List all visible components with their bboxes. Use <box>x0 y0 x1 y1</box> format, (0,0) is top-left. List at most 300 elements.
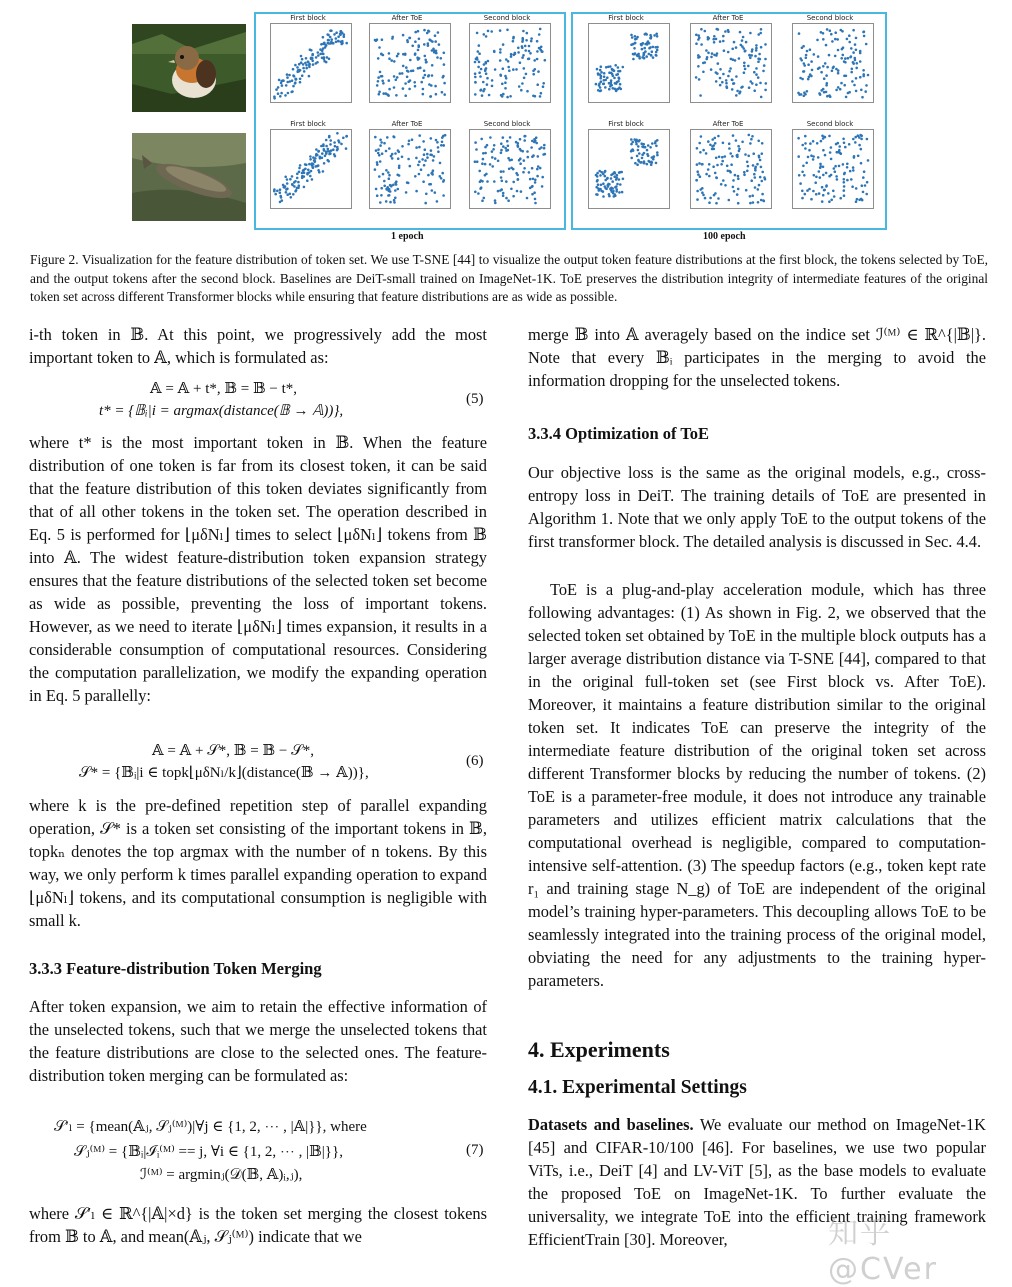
tsne-point <box>733 190 736 193</box>
tsne-point <box>856 62 859 65</box>
tsne-point <box>618 191 621 194</box>
tsne-point <box>286 182 289 185</box>
scatter-plot <box>588 23 670 103</box>
tsne-point <box>413 81 416 84</box>
tsne-point <box>408 140 411 143</box>
tsne-point <box>812 190 815 193</box>
tsne-point <box>402 65 405 68</box>
tsne-point <box>477 192 480 195</box>
tsne-point <box>502 192 505 195</box>
tsne-point <box>420 168 423 171</box>
tsne-point <box>283 186 286 189</box>
tsne-point <box>760 46 763 49</box>
tsne-point <box>695 76 698 79</box>
tsne-point <box>830 199 833 202</box>
tsne-point <box>824 136 827 139</box>
tsne-point <box>329 36 332 39</box>
tsne-point <box>760 199 763 202</box>
tsne-point <box>860 162 863 165</box>
tsne-point <box>310 58 313 61</box>
tsne-point <box>848 143 851 146</box>
tsne-point <box>418 57 421 60</box>
tsne-point <box>863 35 866 38</box>
tsne-point <box>291 184 294 187</box>
tsne-point <box>830 158 833 161</box>
tsne-point <box>711 52 714 55</box>
tsne-point <box>748 134 751 137</box>
tsne-point <box>810 75 813 78</box>
tsne-point <box>317 54 320 57</box>
tsne-point <box>738 57 741 60</box>
tsne-point <box>476 160 479 163</box>
tsne-point <box>292 68 295 71</box>
tsne-point <box>285 191 288 194</box>
tsne-point <box>816 39 819 42</box>
tsne-point <box>398 165 401 168</box>
tsne-point <box>296 187 299 190</box>
tsne-point <box>704 30 707 33</box>
tsne-point <box>422 93 425 96</box>
tsne-point <box>732 82 735 85</box>
tsne-point <box>724 184 727 187</box>
tsne-point <box>641 157 644 160</box>
tsne-point <box>284 176 287 179</box>
tsne-point <box>386 93 389 96</box>
tsne-point <box>823 91 826 94</box>
tsne-point <box>833 167 836 170</box>
tsne-point <box>296 173 299 176</box>
tsne-point <box>759 82 762 85</box>
tsne-point <box>865 43 868 46</box>
tsne-point <box>749 32 752 35</box>
tsne-point <box>428 83 431 86</box>
tsne-point <box>338 141 341 144</box>
tsne-point <box>379 71 382 74</box>
tsne-point <box>860 138 863 141</box>
tsne-point <box>408 88 411 91</box>
tsne-point <box>388 177 391 180</box>
tsne-point <box>494 68 497 71</box>
tsne-point <box>711 145 714 148</box>
tsne-point <box>606 177 609 180</box>
tsne-point <box>755 83 758 86</box>
tsne-point <box>534 181 537 184</box>
tsne-point <box>755 47 758 50</box>
tsne-point <box>651 50 654 53</box>
tsne-point <box>279 191 282 194</box>
plot-frame <box>370 24 451 103</box>
tsne-point <box>418 146 421 149</box>
tsne-point <box>418 38 421 41</box>
tsne-point <box>854 141 857 144</box>
tsne-point <box>428 38 431 41</box>
tsne-point <box>728 70 731 73</box>
tsne-point <box>813 174 816 177</box>
tsne-point <box>380 75 383 78</box>
tsne-point <box>696 147 699 150</box>
tsne-point <box>520 190 523 193</box>
subplot-title: After ToE <box>391 120 423 128</box>
tsne-point <box>702 194 705 197</box>
scatter-plot <box>690 23 772 103</box>
tsne-point <box>808 76 811 79</box>
tsne-point <box>656 46 659 49</box>
tsne-point <box>801 144 804 147</box>
tsne-point <box>517 47 520 50</box>
tsne-point <box>836 38 839 41</box>
tsne-point <box>305 164 308 167</box>
tsne-point <box>864 90 867 93</box>
tsne-point <box>544 153 547 156</box>
tsne-point <box>391 36 394 39</box>
tsne-point <box>650 161 653 164</box>
tsne-point <box>750 179 753 182</box>
tsne-point <box>610 84 613 87</box>
tsne-point <box>425 61 428 64</box>
tsne-point <box>850 55 853 58</box>
tsne-point <box>747 65 750 68</box>
tsne-point <box>835 89 838 92</box>
tsne-point <box>381 38 384 41</box>
tsne-point <box>540 146 543 149</box>
tsne-point <box>505 180 508 183</box>
tsne-point <box>330 38 333 41</box>
tsne-point <box>417 44 420 47</box>
tsne-point <box>751 135 754 138</box>
tsne-point <box>483 197 486 200</box>
tsne-point <box>336 146 339 149</box>
tsne-point <box>280 82 283 85</box>
tsne-point <box>647 155 650 158</box>
left-paragraph-1: i-th token in 𝔹. At this point, we progressively add the most important token to 𝔸, which is formulated as: <box>29 325 487 367</box>
tsne-point <box>378 46 381 49</box>
tsne-point <box>646 149 649 152</box>
tsne-point <box>764 178 767 181</box>
tsne-point <box>415 190 418 193</box>
tsne-point <box>800 59 803 62</box>
tsne-point <box>801 190 804 193</box>
tsne-point <box>529 187 532 190</box>
datasets-label: Datasets and baselines. <box>528 1115 694 1134</box>
tsne-point <box>524 135 527 138</box>
tsne-point <box>804 142 807 145</box>
tsne-point <box>435 139 438 142</box>
tsne-point <box>843 181 846 184</box>
tsne-point <box>432 159 435 162</box>
tsne-point <box>807 156 810 159</box>
tsne-point <box>715 157 718 160</box>
tsne-point <box>814 181 817 184</box>
tsne-point <box>741 45 744 48</box>
tsne-point <box>274 193 277 196</box>
tsne-point <box>826 82 829 85</box>
tsne-point <box>525 73 528 76</box>
tsne-point <box>828 175 831 178</box>
tsne-point <box>707 52 710 55</box>
tsne-point <box>848 91 851 94</box>
tsne-point <box>620 171 623 174</box>
left-paragraph-5: where 𝒮′ₗ ∈ ℝ^{|𝔸|×d} is the token set merging the closest tokens from 𝔹 to 𝔸, and mean(𝔸ⱼ, 𝒮ⱼ⁽ᴹ⁾) indicate that we <box>29 1204 487 1246</box>
tsne-point <box>375 149 378 152</box>
tsne-point <box>818 192 821 195</box>
tsne-point <box>504 87 507 90</box>
tsne-point <box>652 158 655 161</box>
tsne-point <box>309 155 312 158</box>
tsne-point <box>424 159 427 162</box>
tsne-point <box>653 34 656 37</box>
tsne-point <box>758 53 761 56</box>
tsne-point <box>429 95 432 98</box>
tsne-point <box>436 200 439 203</box>
tsne-point <box>720 183 723 186</box>
tsne-point <box>418 173 421 176</box>
tsne-point <box>532 70 535 73</box>
tsne-point <box>325 152 328 155</box>
tsne-point <box>309 158 312 161</box>
tsne-point <box>650 36 653 39</box>
tsne-point <box>724 30 727 33</box>
tsne-point <box>754 176 757 179</box>
tsne-point <box>474 72 477 75</box>
tsne-point <box>381 80 384 83</box>
tsne-point <box>719 77 722 80</box>
tsne-point <box>822 88 825 91</box>
tsne-point <box>388 88 391 91</box>
tsne-subplot <box>461 120 553 215</box>
tsne-point <box>519 138 522 141</box>
tsne-point <box>394 152 397 155</box>
tsne-point <box>825 74 828 77</box>
tsne-point <box>443 52 446 55</box>
tsne-point <box>637 145 640 148</box>
tsne-point <box>288 74 291 77</box>
tsne-point <box>816 142 819 145</box>
tsne-point <box>418 160 421 163</box>
tsne-point <box>485 173 488 176</box>
tsne-point <box>764 58 767 61</box>
tsne-point <box>861 96 864 99</box>
tsne-point <box>834 38 837 41</box>
tsne-point <box>602 173 605 176</box>
tsne-point <box>293 181 296 184</box>
tsne-point <box>540 92 543 95</box>
tsne-point <box>502 194 505 197</box>
tsne-point <box>715 80 718 83</box>
tsne-point <box>701 163 704 166</box>
tsne-point <box>617 80 620 83</box>
tsne-point <box>849 170 852 173</box>
heading-experimental-settings: 4.1. Experimental Settings <box>528 1077 747 1098</box>
tsne-point <box>614 88 617 91</box>
tsne-point <box>512 37 515 40</box>
tsne-point <box>697 65 700 68</box>
tsne-point <box>862 69 865 72</box>
tsne-point <box>713 35 716 38</box>
tsne-point <box>805 57 808 60</box>
tsne-point <box>305 67 308 70</box>
tsne-subplot <box>580 14 672 109</box>
tsne-point <box>828 135 831 138</box>
tsne-point <box>297 181 300 184</box>
tsne-point <box>501 180 504 183</box>
tsne-point <box>755 67 758 70</box>
tsne-point <box>764 43 767 46</box>
tsne-point <box>318 171 321 174</box>
tsne-point <box>423 164 426 167</box>
tsne-point <box>820 140 823 143</box>
tsne-point <box>704 61 707 64</box>
tsne-point <box>655 33 658 36</box>
tsne-point <box>855 67 858 70</box>
tsne-point <box>729 67 732 70</box>
tsne-point <box>374 168 377 171</box>
tsne-point <box>409 79 412 82</box>
tsne-point <box>724 155 727 158</box>
tsne-point <box>737 145 740 148</box>
tsne-point <box>745 189 748 192</box>
tsne-point <box>508 168 511 171</box>
tsne-point <box>713 54 716 57</box>
tsne-point <box>431 74 434 77</box>
datasets-text: We evaluate our method on ImageNet-1K [45] and CIFAR-10/100 [46]. For baselines, we use two popular ViTs, i.e., DeiT [4] and LV-ViT [5], as the base models to evaluate the proposed ToE on ImageNet-1K. To further evaluate the universality, we integrate ToE into the efficient training framework EfficientTrain [30]. Moreover, <box>528 1115 986 1249</box>
tsne-point <box>841 48 844 51</box>
tsne-point <box>842 163 845 166</box>
tsne-point <box>303 70 306 73</box>
tsne-point <box>798 174 801 177</box>
tsne-point <box>744 50 747 53</box>
tsne-point <box>753 71 756 74</box>
tsne-point <box>397 157 400 160</box>
tsne-point <box>725 79 728 82</box>
heading-experiments: 4. Experiments <box>528 1037 670 1062</box>
tsne-point <box>531 167 534 170</box>
tsne-point <box>714 192 717 195</box>
tsne-point <box>533 141 536 144</box>
tsne-subplot <box>784 120 876 215</box>
tsne-point <box>711 148 714 151</box>
tsne-point <box>850 71 853 74</box>
tsne-point <box>540 46 543 49</box>
tsne-point <box>543 147 546 150</box>
tsne-point <box>822 65 825 68</box>
tsne-point <box>527 156 530 159</box>
tsne-point <box>722 40 725 43</box>
tsne-point <box>600 89 603 92</box>
tsne-point <box>835 175 838 178</box>
tsne-point <box>711 138 714 141</box>
tsne-point <box>423 69 426 72</box>
tsne-point <box>829 151 832 154</box>
tsne-point <box>595 193 598 196</box>
tsne-point <box>828 200 831 203</box>
tsne-point <box>859 52 862 55</box>
tsne-point <box>742 36 745 39</box>
tsne-point <box>487 30 490 33</box>
tsne-point <box>422 88 425 91</box>
tsne-point <box>327 148 330 151</box>
tsne-point <box>521 45 524 48</box>
tsne-point <box>696 190 699 193</box>
tsne-point <box>719 68 722 71</box>
tsne-point <box>427 174 430 177</box>
tsne-point <box>748 86 751 89</box>
tsne-point <box>854 43 857 46</box>
subplot-title: After ToE <box>712 120 744 128</box>
tsne-point <box>499 74 502 77</box>
tsne-point <box>812 158 815 161</box>
tsne-subplot <box>361 14 453 109</box>
tsne-point <box>506 140 509 143</box>
tsne-point <box>430 172 433 175</box>
tsne-point <box>728 142 731 145</box>
tsne-point <box>610 177 613 180</box>
tsne-point <box>336 132 339 135</box>
tsne-point <box>273 95 276 98</box>
tsne-point <box>509 136 512 139</box>
tsne-point <box>840 57 843 60</box>
tsne-point <box>310 49 313 52</box>
tsne-point <box>710 56 713 59</box>
tsne-point <box>273 190 276 193</box>
tsne-point <box>528 45 531 48</box>
tsne-point <box>515 68 518 71</box>
tsne-point <box>397 188 400 191</box>
tsne-point <box>836 178 839 181</box>
tsne-point <box>424 148 427 151</box>
tsne-point <box>754 169 757 172</box>
tsne-point <box>717 62 720 65</box>
tsne-point <box>759 58 762 61</box>
tsne-point <box>749 80 752 83</box>
tsne-point <box>486 180 489 183</box>
tsne-point <box>380 187 383 190</box>
tsne-point <box>536 58 539 61</box>
tsne-point <box>486 83 489 86</box>
tsne-point <box>323 149 326 152</box>
tsne-point <box>705 152 708 155</box>
tsne-point <box>726 87 729 90</box>
tsne-point <box>612 173 615 176</box>
tsne-point <box>529 52 532 55</box>
tsne-point <box>394 189 397 192</box>
tsne-point <box>631 141 634 144</box>
tsne-point <box>708 201 711 204</box>
tsne-point <box>847 57 850 60</box>
tsne-point <box>494 157 497 160</box>
tsne-point <box>854 57 857 60</box>
tsne-point <box>697 173 700 176</box>
tsne-point <box>732 186 735 189</box>
tsne-point <box>818 170 821 173</box>
tsne-point <box>414 40 417 43</box>
tsne-point <box>536 50 539 53</box>
tsne-point <box>500 152 503 155</box>
tsne-point <box>829 29 832 32</box>
tsne-point <box>839 197 842 200</box>
tsne-point <box>837 69 840 72</box>
tsne-point <box>381 152 384 155</box>
tsne-point <box>862 31 865 34</box>
tsne-point <box>644 50 647 53</box>
tsne-point <box>855 90 858 93</box>
tsne-point <box>526 32 529 35</box>
tsne-point <box>722 35 725 38</box>
tsne-point <box>414 53 417 56</box>
tsne-point <box>417 30 420 33</box>
tsne-point <box>837 142 840 145</box>
tsne-point <box>519 162 522 165</box>
tsne-point <box>405 191 408 194</box>
